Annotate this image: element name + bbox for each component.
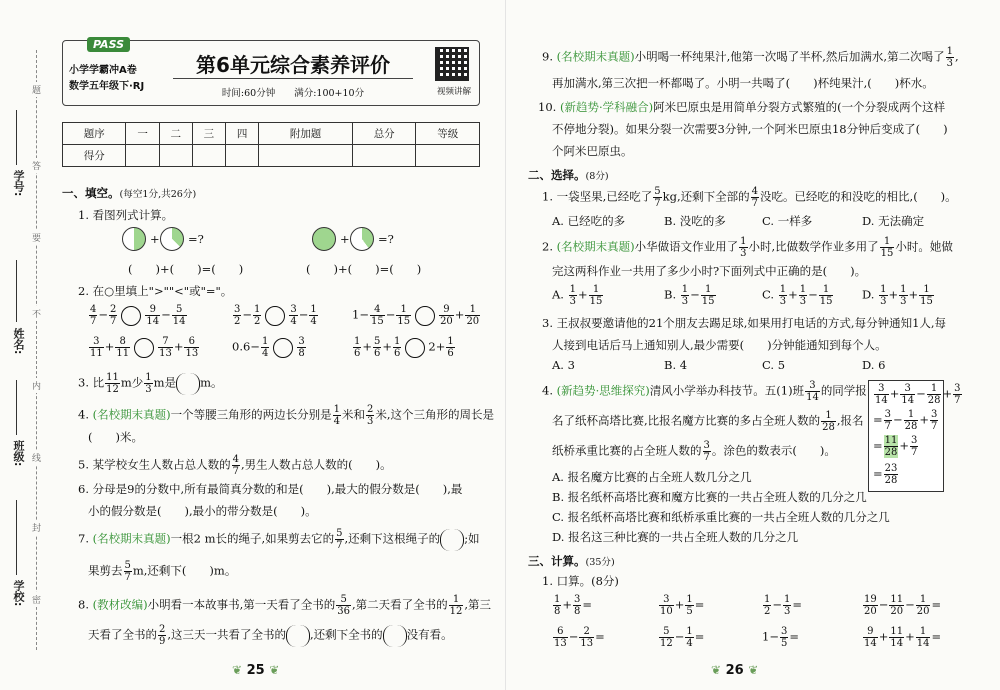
table-cell: 三 — [192, 123, 225, 145]
brand-grade: 数学五年级下·RJ — [69, 81, 145, 92]
question-7-cont: 果剪去 $\frac{5}{7}$ m,还剩下( )m。 — [88, 560, 237, 583]
text: 纸桥承重比赛的占全班人数的 — [552, 443, 702, 458]
source-tag: (新趋势·学科融合) — [559, 100, 654, 114]
calc-line: = $\frac{23}{28}$ — [873, 463, 898, 486]
choice-4-cont: 纸桥承重比赛的占全班人数的 $\frac{3}{7}$ 。涂色的数表示( )。 — [552, 440, 836, 463]
source-tag: (名校期末真题) — [92, 407, 171, 422]
answer-blank[interactable] — [286, 625, 310, 647]
table-cell: 二 — [159, 123, 192, 145]
question-4: 4. (名校期末真题)一个等腰三角形的两边长分别是 $\frac{1}{4}$ 米和 $\frac{2}{3}$ 米,这个三角形的周长是 — [78, 404, 495, 427]
compare-item: $\frac{1}{6}$ + $\frac{5}{6}$ + $\frac{1}{6}$ 2+ $\frac{1}{6}$ — [354, 336, 454, 359]
calculation-box — [868, 380, 961, 492]
answer-blank[interactable]: ( )+( )=( ) — [306, 262, 422, 276]
option-a[interactable]: A. 已经吃的多 — [552, 214, 626, 228]
student-id-field[interactable] — [16, 110, 17, 165]
score-input[interactable] — [352, 145, 415, 167]
mental-math-item[interactable]: $\frac{3}{10}$ + $\frac{1}{5}$ = — [660, 594, 705, 617]
text: m是 — [153, 375, 177, 390]
cut-mark: 密 — [32, 592, 41, 607]
text: ,报名 — [836, 413, 864, 428]
section-note: (8分) — [585, 171, 609, 182]
table-cell: 等级 — [416, 123, 480, 145]
exam-header — [62, 40, 480, 106]
question-6-cont: 小的假分数是( ),最小的带分数是( )。 — [88, 504, 317, 518]
score-input[interactable] — [126, 145, 159, 167]
equals-sign: =? — [378, 232, 394, 246]
pass-logo: PASS — [87, 37, 130, 52]
text: 果剪去 — [88, 563, 123, 578]
score-input[interactable] — [159, 145, 192, 167]
table-cell: 题序 — [63, 123, 126, 145]
choice-1: 1. 一袋坚果,已经吃了 $\frac{5}{7}$ kg,还剩下全部的 $\frac{4}{7}$ 没吃。已经吃的和没吃的相比,( )。 — [542, 186, 957, 209]
qr-caption: 视频讲解 — [436, 87, 471, 97]
compare-circle[interactable] — [415, 306, 435, 326]
class-label: 班级: — [12, 440, 25, 467]
question-3: 3. 比 $\frac{11}{12}$ m少 $\frac{1}{3}$ m是 m。 — [78, 372, 223, 395]
compare-circle[interactable] — [265, 306, 285, 326]
binding-margin — [0, 30, 46, 660]
question-10-cont: 个阿米巴原虫。 — [552, 144, 633, 158]
calc-line: $\frac{3}{14}$ + $\frac{3}{14}$ − $\frac{1}{28}$ + $\frac{3}{7}$ — [875, 383, 961, 406]
text: ;如 — [464, 531, 480, 546]
cut-mark: 要 — [32, 230, 41, 245]
cut-mark: 题 — [32, 82, 41, 97]
text: 小明喝一杯纯果汁,他第一次喝了半杯,然后加满水,第二次喝了 — [634, 49, 945, 64]
section-heading — [528, 166, 609, 186]
school-field[interactable] — [16, 500, 17, 575]
question-9-cont: 再加满水,第三次把一杯都喝了。小明一共喝了( )杯纯果汁,( )杯水。 — [552, 76, 934, 90]
leaf-icon: ❦ — [232, 663, 243, 677]
mental-math-item[interactable]: 1− $\frac{3}{5}$ = — [762, 626, 799, 649]
answer-blank[interactable] — [176, 373, 200, 395]
text: m,还剩下( )m。 — [132, 563, 237, 578]
section-title: 二、选择。 — [528, 168, 586, 182]
cut-mark: 内 — [32, 378, 41, 393]
section-title: 一、填空。 — [62, 186, 120, 200]
text: 小明看一本故事书,第一天看了全书的 — [147, 597, 336, 612]
text: 。涂色的数表示( )。 — [711, 443, 836, 458]
option-c[interactable]: C. 5 — [762, 358, 786, 372]
option-a[interactable]: A. 3 — [552, 358, 575, 372]
plus-sign: + — [150, 232, 160, 246]
fraction-pie-icon — [312, 227, 336, 251]
calc-line: = $\frac{3}{7}$ − $\frac{1}{28}$ + $\frac{3}{7}$ — [873, 409, 938, 432]
text: ,第三 — [464, 597, 492, 612]
score-input[interactable] — [259, 145, 353, 167]
score-input[interactable] — [416, 145, 480, 167]
fraction-pie-icon — [122, 227, 146, 251]
compare-item: $\frac{3}{2}$ − $\frac{1}{2}$ $\frac{3}{4}$ − $\frac{1}{4}$ — [234, 304, 317, 327]
text: 米和 — [342, 407, 365, 422]
question-1: 1. 看图列式计算。 — [78, 208, 174, 222]
cut-mark: 线 — [32, 450, 41, 465]
question-6: 6. 分母是9的分数中,所有最简真分数的和是( ),最大的假分数是( ),最 — [78, 482, 463, 496]
answer-blank[interactable]: ( )米。 — [88, 430, 143, 444]
table-cell: 四 — [226, 123, 259, 145]
compare-item: 1− $\frac{4}{15}$ − $\frac{1}{15}$ $\frac{9}{20}$ + $\frac{1}{20}$ — [352, 304, 480, 327]
cut-mark: 不 — [32, 306, 41, 321]
source-tag: (新趋势·思维探究) — [556, 383, 650, 398]
choice-2-cont: 完这两科作业一共用了多少小时?下面列式中正确的是( )。 — [552, 264, 867, 278]
source-tag: (名校期末真题) — [556, 239, 635, 254]
text: 名了纸杯高塔比赛,比报名魔方比赛的多占全班人数的 — [552, 413, 821, 428]
cut-mark: 答 — [32, 158, 41, 173]
compare-circle[interactable] — [134, 338, 154, 358]
source-tag: (名校期末真题) — [92, 531, 171, 546]
text: 的同学报 — [820, 383, 867, 398]
highlighted-fraction: $\frac{11}{28}$ — [884, 435, 898, 458]
brand-series: 小学学霸冲A卷 — [69, 65, 137, 76]
option-d[interactable]: D. 无法确定 — [862, 214, 925, 228]
question-8-cont: 天看了全书的 $\frac{2}{9}$ ,这三天一共看了全书的 ,还剩下全书的 没有看。 — [88, 624, 453, 647]
text: ,还剩下这根绳子的 — [344, 531, 441, 546]
question-10-cont: 不停地分裂)。如果分裂一次需要3分钟,一个阿米巴原虫18分钟后变成了( ) — [552, 122, 948, 136]
option-a[interactable]: A. 报名魔方比赛的占全班人数几分之几 — [552, 470, 752, 484]
divider — [173, 78, 413, 79]
text: 小时,比做数学作业多用了 — [748, 239, 879, 254]
qr-code-icon[interactable] — [435, 47, 469, 81]
table-cell: 一 — [126, 123, 159, 145]
mental-math-item[interactable]: $\frac{9}{14}$ + $\frac{11}{14}$ + $\frac{1}{14}$ = — [864, 626, 942, 649]
text: 小华做语文作业用了 — [634, 239, 739, 254]
text: ,这三天一共看了全书的 — [167, 627, 287, 642]
text: 天看了全书的 — [88, 627, 157, 642]
text: , — [954, 49, 959, 64]
option-c[interactable]: C. 一样多 — [762, 214, 813, 228]
option-d[interactable]: D. 报名这三种比赛的一共占全班人数的几分之几 — [552, 530, 799, 544]
text: 3. 比 — [78, 375, 105, 390]
text: ,第二天看了全书的 — [352, 597, 448, 612]
question-5: 5. 某学校女生人数占总人数的 $\frac{4}{7}$ ,男生人数占总人数的( )。 — [78, 454, 392, 477]
text: 米,这个三角形的周长是 — [375, 407, 495, 422]
page-title: 第6单元综合素养评价 — [196, 53, 390, 77]
fraction-pie-icon — [160, 227, 184, 251]
option-b[interactable]: B. 报名纸杯高塔比赛和魔方比赛的一共占全班人数的几分之几 — [552, 490, 867, 504]
leaf-icon: ❦ — [269, 663, 280, 677]
option-a[interactable]: A. $\frac{1}{3}$ + $\frac{1}{15}$ — [552, 284, 603, 307]
text: 阿米巴原虫是用简单分裂方式繁殖的(一个分裂成两个这样 — [653, 100, 946, 114]
name-label: 姓名: — [12, 328, 25, 355]
answer-blank[interactable] — [383, 625, 407, 647]
text: 没吃。已经吃的和没吃的相比,( )。 — [760, 189, 957, 204]
leaf-icon: ❦ — [711, 663, 722, 677]
text: m少 — [120, 375, 144, 390]
score-input[interactable] — [226, 145, 259, 167]
mental-math-item[interactable]: $\frac{19}{20}$ − $\frac{11}{20}$ − $\frac{1}{20}$ = — [864, 594, 942, 617]
answer-blank[interactable] — [440, 529, 464, 551]
text: 一个等腰三角形的两边长分别是 — [170, 407, 332, 422]
brand-block — [69, 63, 144, 95]
question-10: 10. (新趋势·学科融合)阿米巴原虫是用简单分裂方式繁殖的(一个分裂成两个这样 — [538, 100, 946, 114]
choice-4-cont: 名了纸杯高塔比赛,比报名魔方比赛的多占全班人数的 $\frac{1}{28}$ ,报名 — [552, 410, 864, 433]
section-note: (35分) — [585, 557, 615, 568]
option-d[interactable]: D. 6 — [862, 358, 886, 372]
table-row — [63, 145, 480, 167]
page-number — [711, 663, 758, 678]
text: 清风小学举办科技节。五(1)班 — [649, 383, 805, 398]
calc-line: = $\frac{11}{28}$ + $\frac{3}{7}$ — [873, 435, 918, 458]
score-input[interactable] — [192, 145, 225, 167]
mental-math-title: 1. 口算。(8分) — [542, 574, 619, 588]
leaf-icon: ❦ — [748, 663, 759, 677]
text: kg,还剩下全部的 — [662, 189, 750, 204]
compare-item: 0.6− $\frac{1}{4}$ $\frac{3}{8}$ — [232, 336, 305, 359]
section-note: (每空1分,共26分) — [119, 189, 197, 200]
plus-sign: + — [340, 232, 350, 246]
option-c[interactable]: C. 报名纸杯高塔比赛和纸桥承重比赛的一共占全班人数的几分之几 — [552, 510, 890, 524]
option-d[interactable]: D. $\frac{1}{3}$ + $\frac{1}{3}$ + $\frac{1}{15}$ — [862, 284, 933, 307]
option-b[interactable]: B. $\frac{1}{3}$ − $\frac{1}{15}$ — [664, 284, 715, 307]
option-c[interactable]: C. $\frac{1}{3}$ + $\frac{1}{3}$ − $\frac{1}{15}$ — [762, 284, 833, 307]
fraction-pie-icon — [350, 227, 374, 251]
option-b[interactable]: B. 没吃的多 — [664, 214, 726, 228]
table-row — [63, 123, 480, 145]
cut-line — [36, 50, 37, 650]
text: 5. 某学校女生人数占总人数的 — [78, 457, 231, 472]
choice-2: 2. (名校期末真题)小华做语文作业用了 $\frac{1}{3}$ 小时,比做数学作业多用了 $\frac{1}{15}$ 小时。她做 — [542, 236, 953, 259]
question-8: 8. (教材改编)小明看一本故事书,第一天看了全书的 $\frac{5}{36}$ ,第二天看了全书的 $\frac{1}{12}$ ,第三 — [78, 594, 492, 617]
class-field[interactable] — [16, 380, 17, 435]
score-table — [62, 122, 480, 167]
question-7: 7. (名校期末真题)一根2 m长的绳子,如果剪去它的 $\frac{5}{7}$ ,还剩下这根绳子的 ;如 — [78, 528, 480, 551]
page-number-text: 26 — [725, 663, 744, 678]
exam-meta: 时间:60分钟 满分:100+10分 — [221, 88, 365, 99]
choice-3-cont: 人接到电话后马上通知别人,最少需要( )分钟能通知到每个人。 — [552, 338, 887, 352]
text: ,男生人数占总人数的( )。 — [241, 457, 392, 472]
section-heading — [62, 184, 196, 204]
table-cell: 附加题 — [259, 123, 353, 145]
page-number-text: 25 — [246, 663, 265, 678]
table-cell: 总分 — [352, 123, 415, 145]
text: ,还剩下全书的 — [310, 627, 383, 642]
section-heading — [528, 552, 615, 572]
compare-circle[interactable] — [273, 338, 293, 358]
mental-math-item[interactable]: $\frac{6}{13}$ − $\frac{2}{13}$ = — [554, 626, 605, 649]
text: 一根2 m长的绳子,如果剪去它的 — [170, 531, 335, 546]
source-tag: (教材改编) — [92, 597, 148, 612]
text: 没有看。 — [406, 627, 453, 642]
answer-blank[interactable]: ( )+( )=( ) — [128, 262, 244, 276]
option-b[interactable]: B. 4 — [664, 358, 688, 372]
page-26 — [505, 0, 1000, 690]
equals-sign: =? — [188, 232, 204, 246]
compare-circle[interactable] — [121, 306, 141, 326]
page-number — [232, 663, 279, 678]
section-title: 三、计算。 — [528, 554, 586, 568]
compare-circle[interactable] — [405, 338, 425, 358]
unit: m。 — [200, 375, 223, 390]
choice-3: 3. 王叔叔要邀请他的21个朋友去踢足球,如果用打电话的方式,每分钟通知1人,每 — [542, 316, 947, 330]
source-tag: (名校期末真题) — [556, 49, 635, 64]
mental-math-item[interactable]: $\frac{5}{12}$ − $\frac{1}{4}$ = — [660, 626, 705, 649]
choice-4: 4. (新趋势·思维探究)清风小学举办科技节。五(1)班 $\frac{3}{14}$ 的同学报 — [542, 380, 867, 403]
text: 小时。她做 — [895, 239, 953, 254]
school-label: 学校: — [12, 580, 25, 607]
mental-math-item[interactable]: $\frac{1}{8}$ + $\frac{3}{8}$ = — [554, 594, 593, 617]
compare-item: $\frac{3}{11}$ + $\frac{8}{11}$ $\frac{7}{13}$ + $\frac{6}{13}$ — [90, 336, 199, 359]
name-field[interactable] — [16, 260, 17, 322]
question-9: 9. (名校期末真题)小明喝一杯纯果汁,他第一次喝了半杯,然后加满水,第二次喝了 $\frac{1}{3}$ , — [542, 46, 959, 69]
cut-mark: 封 — [32, 520, 41, 535]
student-id-label: 学号: — [12, 170, 25, 197]
table-cell: 得分 — [63, 145, 126, 167]
text: 1. 一袋坚果,已经吃了 — [542, 189, 653, 204]
mental-math-item[interactable]: $\frac{1}{2}$ − $\frac{1}{3}$ = — [764, 594, 803, 617]
question-2: 2. 在○里填上">""<"或"="。 — [78, 284, 233, 298]
compare-item: $\frac{4}{7}$ − $\frac{2}{7}$ $\frac{9}{14}$ − $\frac{5}{14}$ — [90, 304, 186, 327]
